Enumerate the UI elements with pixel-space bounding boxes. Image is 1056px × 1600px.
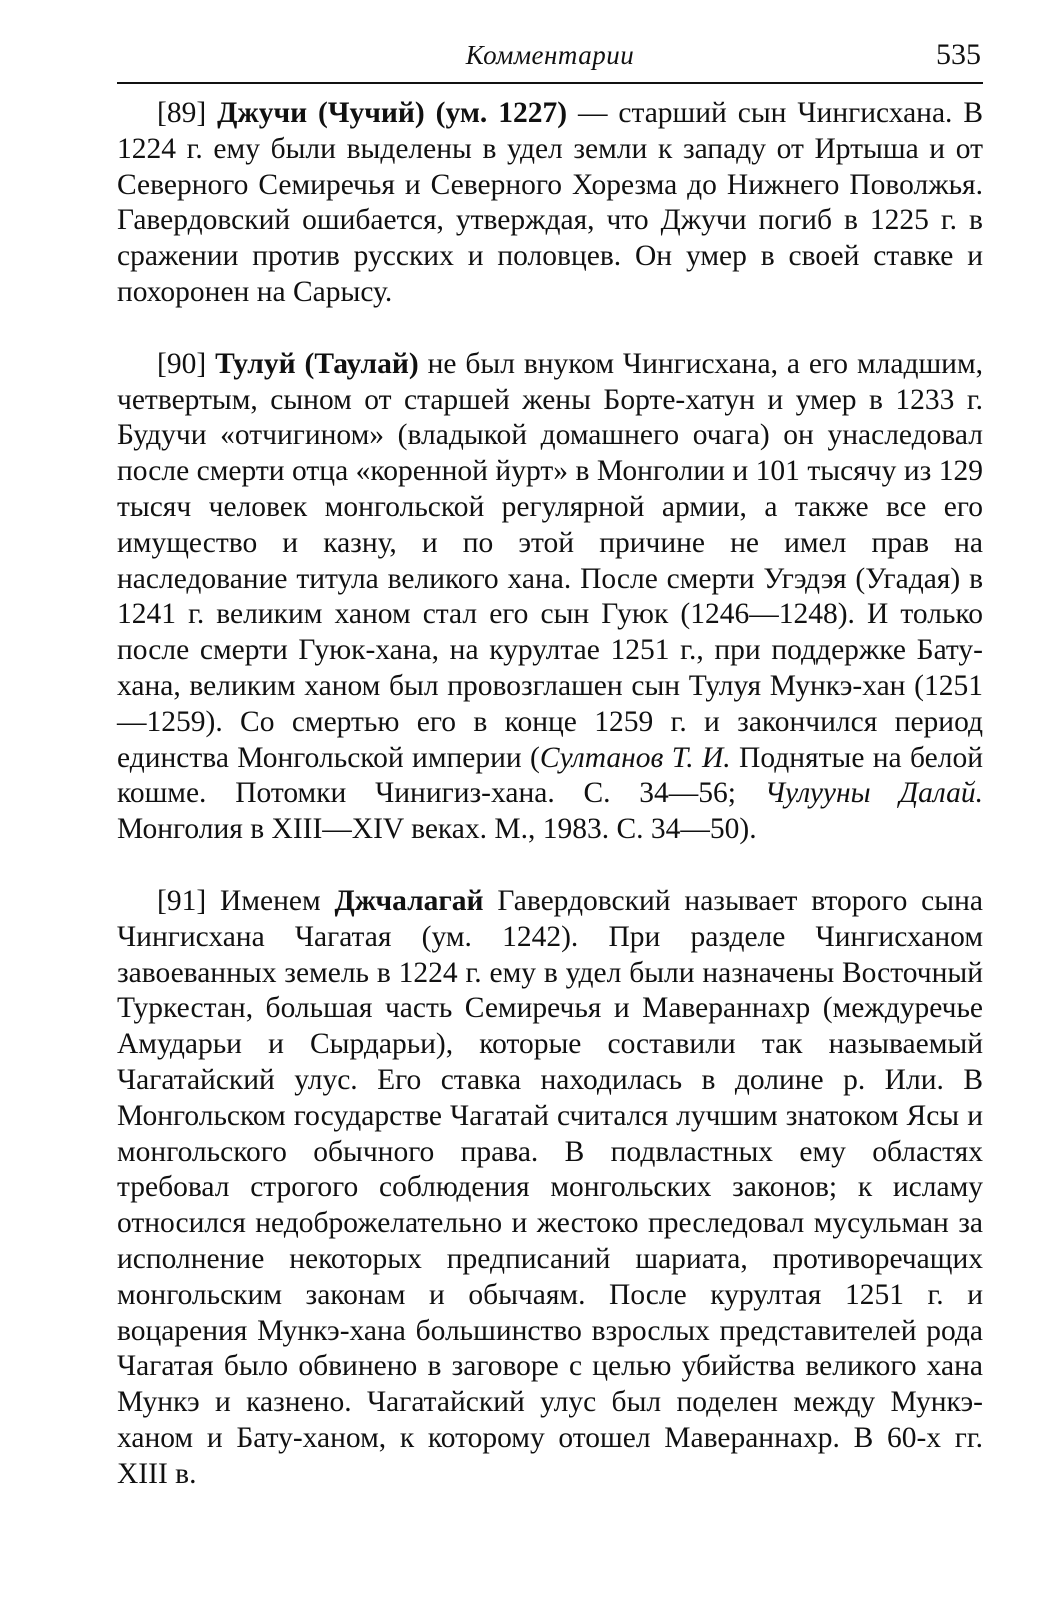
page-number: 535 (936, 38, 981, 71)
note-number: [90] (157, 347, 207, 380)
note-89 (117, 96, 983, 311)
note-number: [91] (157, 884, 207, 917)
note-headword: Джучи (Чучий) (ум. 1227) (217, 97, 568, 129)
note-text: — старший сын Чингисхана. В 1224 г. ему были выделены в удел земли к западу от Иртыша и от Северного Семиречья и Северного Хорезма до Нижнего Поволжья. Гавердовский ошибается, утверждая, что Джучи погиб в 1225 г. в сражении против русских и половцев. Он умер в своей ставке и похоронен на Сарысу. (117, 97, 984, 308)
note-text: Монголия в XIII—XIV веках. М., 1983. С. 34—50). (117, 813, 757, 846)
reference-author: Чулууны Далай. (764, 777, 983, 810)
note-91 (117, 884, 983, 1493)
note-headword: Джчалагай (334, 884, 484, 917)
note-90 (117, 347, 983, 848)
note-headword: Тулуй (Таулай) (215, 347, 419, 380)
note-text: Именем (206, 884, 335, 917)
reference-author: Султанов Т. И. (539, 741, 731, 774)
note-number: [89] (157, 97, 207, 129)
running-head (117, 38, 983, 84)
note-text: не был внуком Чингисхана, а его младшим, четвертым, сыном от старшей жены Борте-хатун и умер в 1233 г. Будучи «отчигином» (владыкой домашнего очага) он унаследовал после смерти отца «коренной йурт» в Монголии и 101 тысячу из 129 тысяч человек монгольской регулярной армии, а также все его имущество и казну, и по этой причине не имел прав на наследование титула великого хана. После смерти Угэдэя (Угадая) в 1241 г. великим ханом стал его сын Гуюк (1246—1248). И только после смерти Гуюк-хана, на курултае 1251 г., при поддержке Бату-хана, великим ханом был провозглашен сын Тулуя Мункэ-хан (1251—1259). Со смертью его в конце 1259 г. и закончился период единства Монгольской империи ( (117, 347, 984, 774)
running-title: Комментарии (465, 40, 635, 70)
note-text: Поднятые на белой кошме. Потомки Чинигиз-хана. С. 34—56; (117, 741, 983, 810)
note-text: Гавердовский называет второго сына Чингисхана Чагатая (ум. 1242). При разделе Чингисханом завоеванных земель в 1224 г. ему в удел были назначены Восточный Туркестан, большая часть Семиречья и Мавераннахр (междуречье Амударьи и Сырдарьи), которые составили так называемый Чагатайский улус. Его ставка находилась в долине р. Или. В Монгольском государстве Чагатай считался лучшим знатоком Ясы и монгольского обычного права. В подвластных ему областях требовал строгого соблюдения монгольских законов; к исламу относился недоброжелательно и жестоко преследовал мусульман за исполнение некоторых предписаний шариата, противоречащих монгольским законам и обычаям. После курултая 1251 г. и воцарения Мункэ-хана большинство взрослых представителей рода Чагатая было обвинено в заговоре с целью убийства великого хана Мункэ и казнено. Чагатайский улус был поделен между Мункэ-ханом и Бату-ханом, к которому отошел Мавераннахр. В 60-х гг. XIII в. (117, 884, 983, 1490)
book-page (117, 38, 983, 1492)
commentary-body (117, 96, 983, 1492)
